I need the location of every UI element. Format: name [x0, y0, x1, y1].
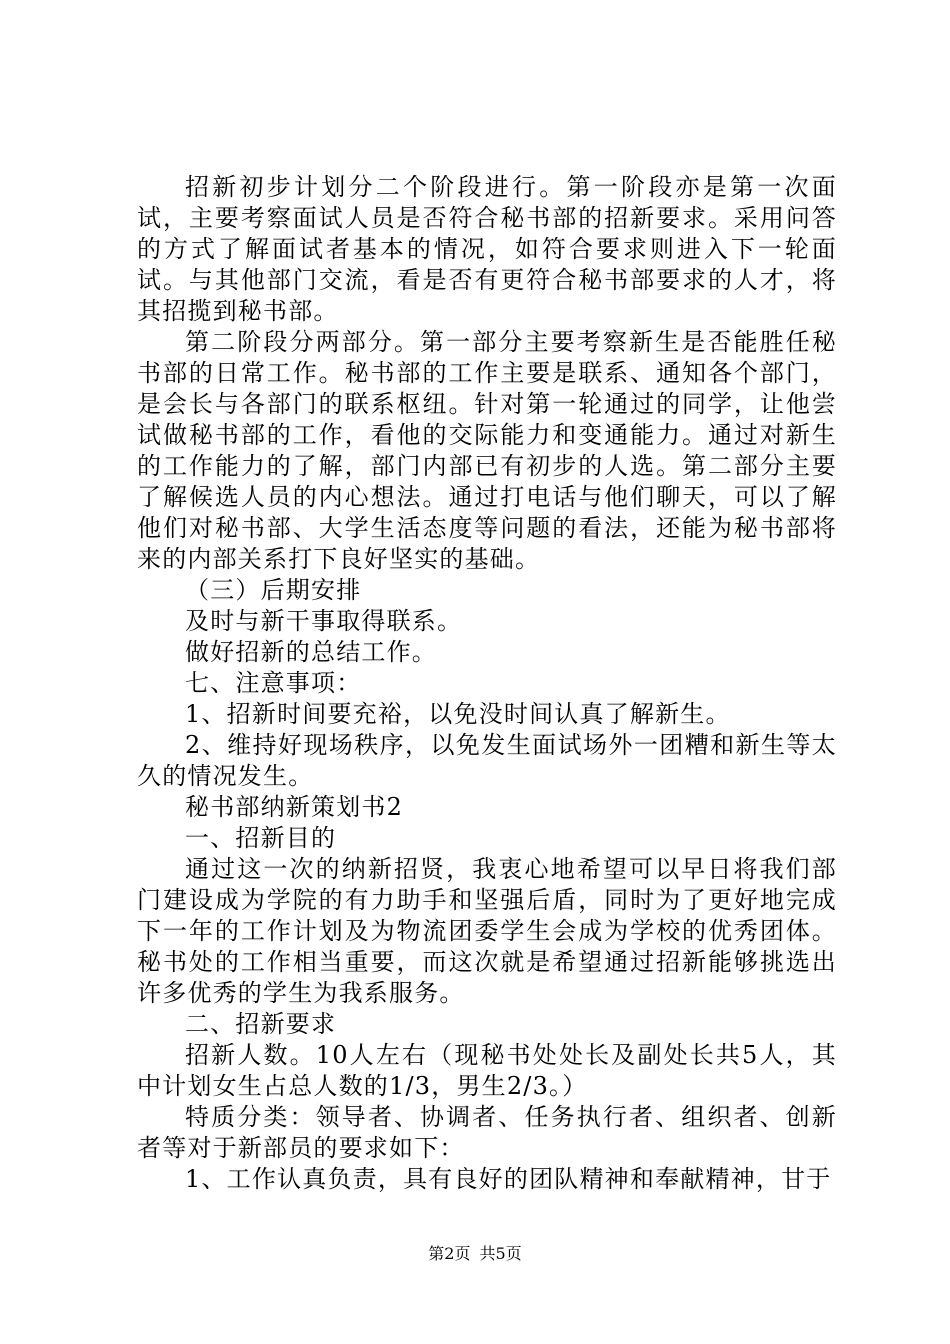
page-number: 第2页: [428, 1244, 471, 1263]
list-item: 2、维持好现场秩序，以免发生面试场外一团糟和新生等太久的情况发生。: [137, 731, 837, 790]
paragraph: 及时与新干事取得联系。: [185, 607, 463, 635]
document-title: 秘书部纳新策划书2: [185, 793, 404, 821]
paragraph: 特质分类：领导者、协调者、任务执行者、组织者、创新者等对于新部员的要求如下：: [137, 1103, 837, 1162]
section-heading: 二、招新要求: [185, 1010, 337, 1038]
list-item: 1、招新时间要充裕，以免没时间认真了解新生。: [185, 700, 731, 728]
paragraph: 通过这一次的纳新招贤，我衷心地希望可以早日将我们部门建设成为学院的有力助手和坚强后盾，同时为了更好地完成下一年的工作计划及为物流团委学生会成为学校的优秀团体。秘书处的工作相当重要，而这次就是希望通过招新能够挑选出许多优秀的学生为我系服务。: [137, 855, 837, 1007]
paragraph: 招新人数。10人左右（现秘书处处长及副处长共5人，其中计划女生占总人数的1/3，男生2/3。）: [137, 1041, 837, 1100]
document-body: [137, 172, 837, 1195]
section-heading: （三）后期安排: [185, 576, 362, 604]
section-heading: 七、注意事项：: [185, 669, 362, 697]
page-total: 共5页: [479, 1244, 522, 1263]
paragraph: 招新初步计划分二个阶段进行。第一阶段亦是第一次面试，主要考察面试人员是否符合秘书部的招新要求。采用问答的方式了解面试者基本的情况，如符合要求则进入下一轮面试。与其他部门交流，看是否有更符合秘书部要求的人才，将其招揽到秘书部。: [137, 173, 837, 325]
paragraph: 做好招新的总结工作。: [185, 638, 437, 666]
paragraph: 第二阶段分两部分。第一部分主要考察新生是否能胜任秘书部的日常工作。秘书部的工作主要是联系、通知各个部门，是会长与各部门的联系枢纽。针对第一轮通过的同学，让他尝试做秘书部的工作，看他的交际能力和变通能力。通过对新生的工作能力的了解，部门内部已有初步的人选。第二部分主要了解候选人员的内心想法。通过打电话与他们聊天，可以了解他们对秘书部、大学生活态度等问题的看法，还能为秘书部将来的内部关系打下良好坚实的基础。: [137, 328, 837, 573]
section-heading: 一、招新目的: [185, 824, 337, 852]
page-footer: [0, 1244, 950, 1264]
list-item: 1、工作认真负责，具有良好的团队精神和奉献精神，甘于: [185, 1165, 832, 1193]
